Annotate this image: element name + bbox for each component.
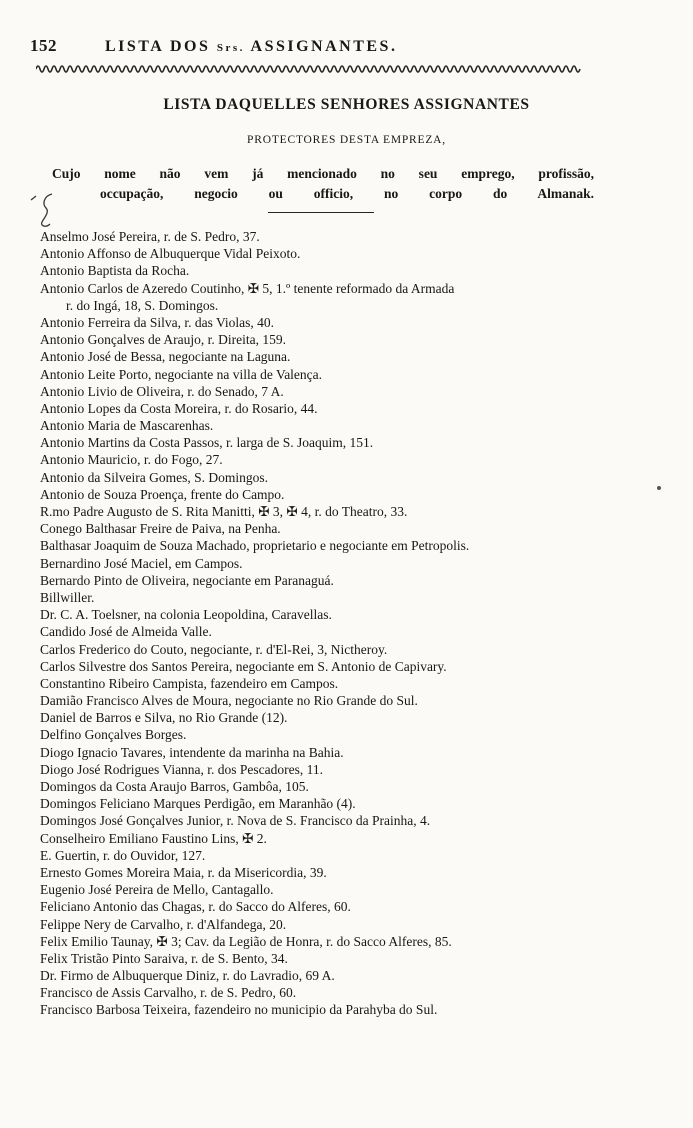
list-item: Diogo Ignacio Tavares, intendente da marinha na Bahia. bbox=[40, 744, 344, 760]
running-head-part-a: LISTA DOS bbox=[105, 38, 211, 55]
list-item: Conselheiro Emiliano Faustino Lins, ✠ 2. bbox=[40, 830, 267, 846]
page-header bbox=[30, 36, 490, 62]
list-item: Antonio Lopes da Costa Moreira, r. do Rosario, 44. bbox=[40, 400, 318, 416]
list-item: Antonio Maria de Mascarenhas. bbox=[40, 418, 214, 434]
list-item: Delfino Gonçalves Borges. bbox=[40, 727, 187, 743]
list-item: Felix Tristão Pinto Saraiva, r. de S. Bento, 34. bbox=[40, 950, 288, 966]
running-head-part-c: ASSIGNANTES. bbox=[250, 38, 398, 55]
list-item: Francisco de Assis Carvalho, r. de S. Pedro, 60. bbox=[40, 985, 297, 1001]
list-item: Bernardo Pinto de Oliveira, negociante em Paranaguá. bbox=[40, 572, 334, 588]
list-item: Anselmo José Pereira, r. de S. Pedro, 37. bbox=[40, 229, 260, 244]
list-item: Antonio Gonçalves de Araujo, r. Direita, 159. bbox=[40, 332, 286, 348]
list-item: Feliciano Antonio das Chagas, r. do Sacco do Alferes, 60. bbox=[40, 899, 351, 915]
list-item: Antonio Affonso de Albuquerque Vidal Peixoto. bbox=[40, 246, 301, 262]
list-item: Antonio Martins da Costa Passos, r. larga de S. Joaquim, 151. bbox=[40, 435, 374, 451]
list-item: E. Guertin, r. do Ouvidor, 127. bbox=[40, 847, 206, 863]
list-item: Constantino Ribeiro Campista, fazendeiro em Campos. bbox=[40, 675, 339, 691]
list-item: Antonio José de Bessa, negociante na Laguna. bbox=[40, 349, 291, 365]
list-item: Antonio Leite Porto, negociante na villa de Valença. bbox=[40, 366, 323, 382]
list-item: Damião Francisco Alves de Moura, negociante no Rio Grande do Sul. bbox=[40, 693, 418, 709]
list-subtitle: PROTECTORES DESTA EMPREZA, bbox=[247, 134, 446, 146]
list-item: Carlos Frederico do Couto, negociante, r. d'El-Rei, 3, Nictheroy. bbox=[40, 641, 388, 657]
list-item: Francisco Barbosa Teixeira, fazendeiro no municipio da Parahyba do Sul. bbox=[40, 1002, 438, 1018]
list-item: Domingos da Costa Araujo Barros, Gambôa, 105. bbox=[40, 779, 309, 794]
page-speck bbox=[657, 486, 661, 490]
list-item: Antonio da Silveira Gomes, S. Domingos. bbox=[40, 469, 268, 485]
list-item: Conego Balthasar Freire de Paiva, na Penha. bbox=[40, 521, 281, 537]
list-item: Ernesto Gomes Moreira Maia, r. da Misericordia, 39. bbox=[40, 864, 327, 880]
list-item: Dr. C. A. Toelsner, na colonia Leopoldina, Caravellas. bbox=[40, 607, 332, 623]
list-item: Bernardino José Maciel, em Campos. bbox=[40, 555, 243, 571]
wavy-rule-ornament bbox=[36, 62, 602, 76]
list-item: Domingos José Gonçalves Junior, r. Nova de S. Francisco da Prainha, 4. bbox=[40, 813, 431, 829]
note-line-1: Cujo nome não vem já mencionado no seu emprego, profissão, bbox=[52, 166, 594, 181]
note-line-2: occupação, negocio ou officio, no corpo do Almanak. bbox=[100, 186, 594, 201]
list-item: Felix Emilio Taunay, ✠ 3; Cav. da Legião de Honra, r. do Sacco Alferes, 85. bbox=[40, 933, 452, 949]
list-item: Antonio Ferreira da Silva, r. das Violas, 40. bbox=[40, 314, 275, 330]
list-item: Felippe Nery de Carvalho, r. d'Alfandega, 20. bbox=[40, 916, 287, 932]
list-item: R.mo Padre Augusto de S. Rita Manitti, ✠ 3, ✠ 4, r. do Theatro, 33. bbox=[40, 504, 408, 519]
list-item: Balthasar Joaquim de Souza Machado, proprietario e negociante em Petropolis. bbox=[40, 538, 470, 554]
list-item: Diogo José Rodrigues Vianna, r. dos Pescadores, 11. bbox=[40, 761, 324, 777]
list-item: Domingos Feliciano Marques Perdigão, em Maranhão (4). bbox=[40, 796, 356, 812]
list-item: Antonio Mauricio, r. do Fogo, 27. bbox=[40, 452, 223, 468]
list-item: Antonio Carlos de Azeredo Coutinho, ✠ 5, 1.º tenente reformado da Armada bbox=[40, 280, 455, 296]
list-item: Eugenio José Pereira de Mello, Cantagallo. bbox=[40, 882, 274, 898]
list-item: Billwiller. bbox=[40, 589, 95, 605]
list-item: Candido José de Almeida Valle. bbox=[40, 624, 212, 640]
list-item: Antonio de Souza Proença, frente do Campo. bbox=[40, 486, 285, 502]
separator-rule bbox=[268, 212, 374, 213]
page-number: 152 bbox=[30, 36, 57, 55]
handwritten-mark-icon bbox=[30, 190, 66, 230]
list-note bbox=[52, 164, 594, 204]
subscriber-list bbox=[40, 228, 665, 1019]
list-item: Daniel de Barros e Silva, no Rio Grande (12). bbox=[40, 710, 288, 726]
list-item: Carlos Silvestre dos Santos Pereira, negociante em S. Antonio de Capivary. bbox=[40, 658, 447, 674]
list-item: Antonio Livio de Oliveira, r. do Senado, 7 A. bbox=[40, 383, 284, 399]
running-head-part-b: Srs. bbox=[216, 42, 245, 54]
running-head bbox=[105, 38, 397, 56]
list-title: LISTA DAQUELLES SENHORES ASSIGNANTES bbox=[163, 96, 530, 113]
list-item: Antonio Baptista da Rocha. bbox=[40, 263, 190, 279]
list-item-continuation: r. do Ingá, 18, S. Domingos. bbox=[66, 297, 219, 313]
list-item: Dr. Firmo de Albuquerque Diniz, r. do Lavradio, 69 A. bbox=[40, 968, 335, 984]
